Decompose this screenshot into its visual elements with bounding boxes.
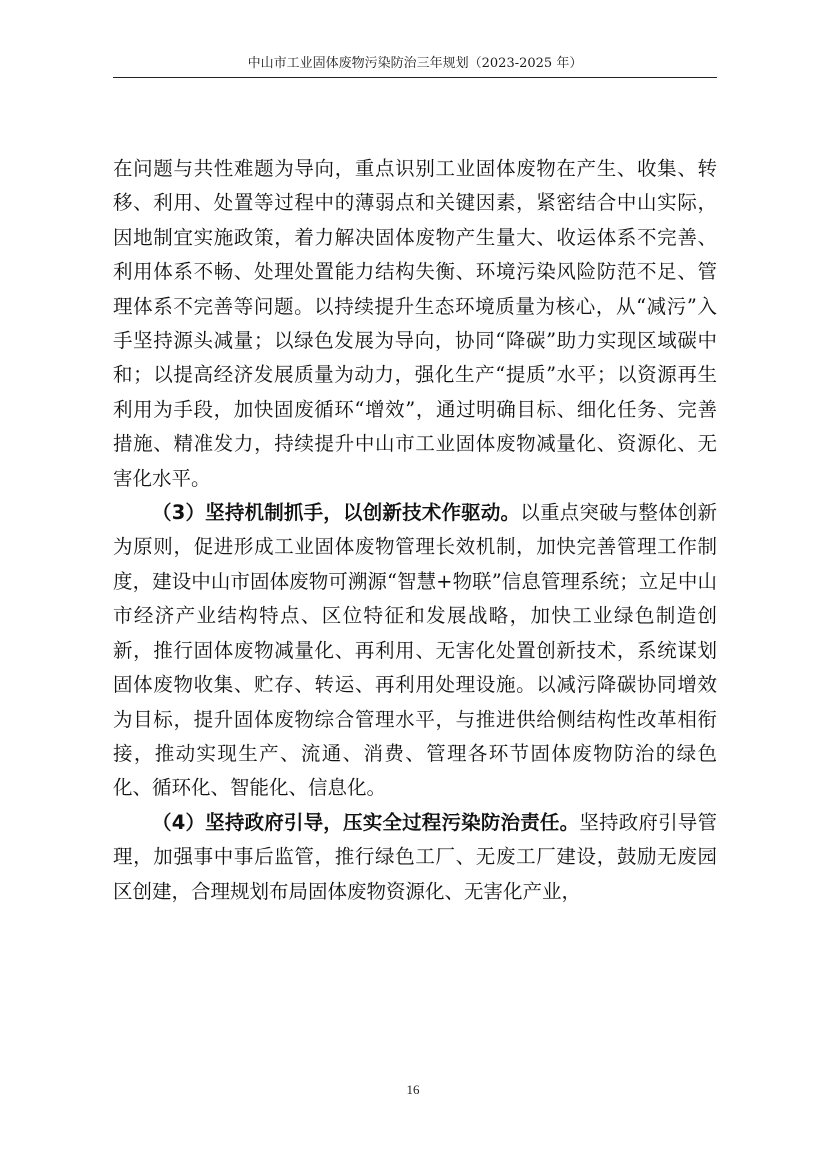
paragraph-principle-4: [113, 806, 717, 909]
paragraph-text: 在问题与共性难题为导向，重点识别工业固体废物在产生、收集、转移、利用、处置等过程中的薄弱点和关键因素，紧密结合中山实际，因地制宜实施政策，着力解决固体废物产生量大、收运体系不完善、利用体系不畅、处理处置能力结构失衡、环境污染风险防范不足、管理体系不完善等问题。以持续提升生态环境质量为核心，从“减污”入手坚持源头减量；以绿色发展为导向，协同“降碳”助力实现区域碳中和；以提高经济发展质量为动力，强化生产“提质”水平；以资源再生利用为手段，加快固废循环“增效”，通过明确目标、细化任务、完善措施、精准发力，持续提升中山市工业固体废物减量化、资源化、无害化水平。: [113, 157, 717, 490]
page-number: 16: [406, 1082, 420, 1097]
paragraph-continuation: [113, 152, 717, 496]
paragraph-text: 以重点突破与整体创新为原则，促进形成工业固体废物管理长效机制，加快完善管理工作制度，建设中山市固体废物可溯源“智慧+物联”信息管理系统；立足中山市经济产业结构特点、区位特征和发展战略，加快工业绿色制造创新，推行固体废物减量化、再利用、无害化处置创新技术，系统谋划固体废物收集、贮存、转运、再利用处理设施。以减污降碳协同增效为目标，提升固体废物综合管理水平，与推进供给侧结构性改革相衔接，推动实现生产、流通、消费、管理各环节固体废物防治的绿色化、循环化、智能化、信息化。: [113, 501, 717, 800]
paragraph-lead: （4）坚持政府引导，压实全过程污染防治责任。: [152, 810, 580, 834]
paragraph-lead: （3）坚持机制抓手，以创新技术作驱动。: [152, 501, 521, 525]
paragraph-principle-3: [113, 496, 717, 806]
running-header: 中山市工业固体废物污染防治三年规划（2023-2025 年）: [247, 56, 583, 71]
header-divider: [113, 77, 717, 78]
document-body: [113, 152, 717, 909]
paragraph-text: 坚持政府引导管理，加强事中事后监管，推行绿色工厂、无废工厂建设，鼓励无废园区创建，合理规划布局固体废物资源化、无害化产业，: [113, 810, 717, 903]
